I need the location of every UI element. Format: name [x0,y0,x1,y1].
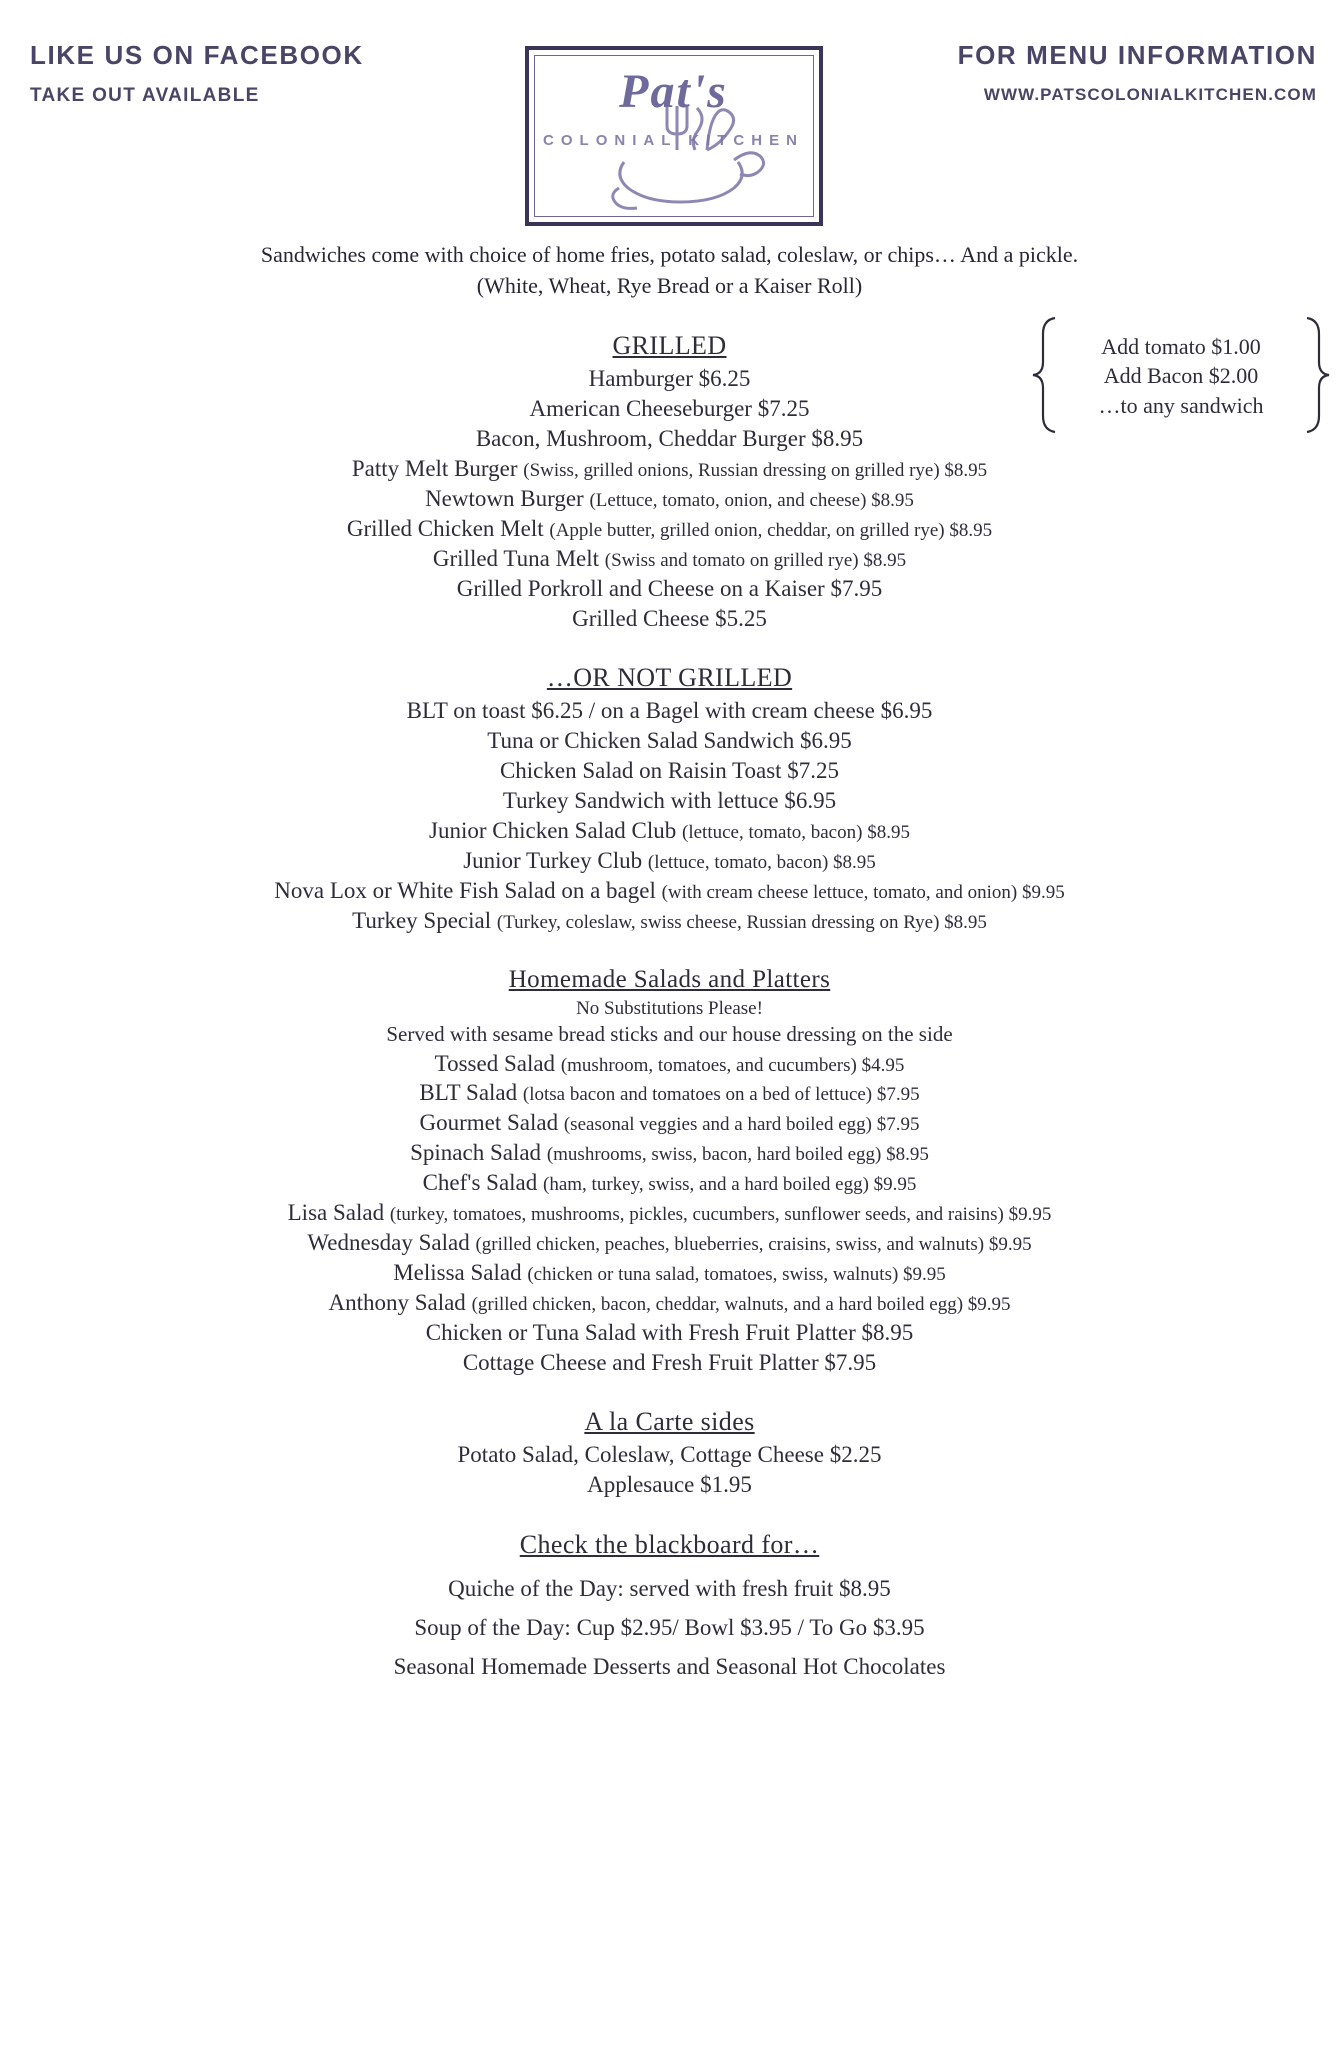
menu-item [40,1049,1299,1079]
logo-subtitle: COLONIAL KITCHEN [543,132,804,149]
section-salads [40,966,1299,1378]
menu-item [40,1078,1299,1108]
section-title-grilled: GRILLED [612,331,727,361]
menu-body [0,239,1339,1680]
section-a-la-carte [40,1407,1299,1500]
menu-item [40,394,1299,424]
blackboard-item: Soup of the Day: Cup $2.95/ Bowl $3.95 / To Go $3.95 [414,1615,925,1641]
menu-item [40,604,1299,634]
menu-item [40,1258,1299,1288]
facebook-callout: LIKE US ON FACEBOOK [30,40,364,70]
item-desc: (mushrooms, swiss, bacon, hard boiled egg) $8.95 [546,1144,929,1166]
item-name: Newtown Burger [425,486,590,512]
salads-note-1: No Substitutions Please! [576,997,763,1019]
menu-item [40,1470,1299,1500]
section-title-a-la-carte: A la Carte sides [584,1407,755,1437]
menu-item [40,1108,1299,1138]
addon-line-3: …to any sandwich [1098,392,1264,418]
item-name: Lisa Salad [287,1200,390,1226]
menu-info-callout: FOR MENU INFORMATION [957,40,1317,70]
item-name: Cottage Cheese and Fresh Fruit Platter $7.95 [462,1349,877,1375]
item-desc: (with cream cheese lettuce, tomato, and onion) $9.95 [661,881,1065,903]
item-name: Patty Melt Burger [351,456,524,482]
intro-line-2: (White, Wheat, Rye Bread or a Kaiser Roll) [476,273,863,299]
menu-item [40,424,1299,454]
menu-item [40,1138,1299,1168]
salads-note-2: Served with sesame bread sticks and our house dressing on the side [386,1022,953,1047]
menu-item [40,1348,1299,1378]
item-name: Applesauce $1.95 [587,1472,752,1498]
item-name: Anthony Salad [328,1289,472,1315]
blackboard-item: Quiche of the Day: served with fresh fruit $8.95 [448,1576,891,1602]
section-not-grilled [40,663,1299,935]
item-name: Turkey Sandwich with lettuce $6.95 [502,788,837,814]
menu-item [40,514,1299,544]
item-desc: (lettuce, tomato, bacon) $8.95 [647,851,876,873]
menu-item [40,364,1299,394]
menu-item [40,756,1299,786]
menu-item [40,1440,1299,1470]
item-name: Spinach Salad [410,1140,547,1166]
addon-line-2: Add Bacon $2.00 [1103,363,1259,389]
blackboard-item: Seasonal Homemade Desserts and Seasonal Hot Chocolates [393,1654,946,1680]
item-name: Chef's Salad [422,1170,543,1196]
page-header [0,0,1339,225]
item-name: American Cheeseburger $7.25 [529,396,810,422]
menu-item [40,1228,1299,1258]
item-name: BLT on toast $6.25 / on a Bagel with cream cheese $6.95 [406,698,933,724]
menu-item [40,1318,1299,1348]
item-desc: (seasonal veggies and a hard boiled egg) $7.95 [563,1114,920,1136]
item-name: Gourmet Salad [419,1110,564,1136]
item-desc: (Swiss and tomato on grilled rye) $8.95 [604,549,907,571]
intro-line-1: Sandwiches come with choice of home fries, potato salad, coleslaw, or chips… And a pickle. [260,242,1079,267]
item-name: Tossed Salad [434,1050,561,1076]
menu-item [40,846,1299,876]
item-name: Grilled Porkroll and Cheese on a Kaiser $7.95 [456,575,883,601]
item-name: Tuna or Chicken Salad Sandwich $6.95 [487,728,852,754]
item-name: Junior Turkey Club [463,847,648,873]
item-name: Potato Salad, Coleslaw, Cottage Cheese $2.25 [457,1442,882,1468]
item-desc: (grilled chicken, bacon, cheddar, walnuts, and a hard boiled egg) $9.95 [471,1293,1011,1315]
item-desc: (turkey, tomatoes, mushrooms, pickles, cucumbers, sunflower seeds, and raisins) $9.95 [389,1204,1052,1226]
menu-item [40,544,1299,574]
item-name: Melissa Salad [393,1259,528,1285]
item-name: Nova Lox or White Fish Salad on a bagel [274,877,662,903]
item-name: BLT Salad [419,1080,523,1106]
item-desc: (lotsa bacon and tomatoes on a bed of lettuce) $7.95 [522,1084,920,1106]
utensils-icon [529,90,829,210]
sandwich-intro [40,239,1299,301]
menu-item [40,786,1299,816]
menu-item [40,574,1299,604]
item-name: Grilled Tuna Melt [432,545,605,571]
addon-line-1: Add tomato $1.00 [1101,334,1261,360]
menu-item [40,876,1299,906]
menu-item [40,454,1299,484]
takeout-callout: TAKE OUT AVAILABLE [30,85,260,106]
website-url[interactable]: WWW.PATSCOLONIALKITCHEN.COM [983,85,1317,104]
menu-item [40,816,1299,846]
header-right [847,40,1317,105]
item-name: Hamburger $6.25 [588,366,751,392]
logo [525,46,823,226]
menu-item [40,696,1299,726]
logo-title: Pat's [619,65,728,118]
section-blackboard [40,1530,1299,1680]
menu-item [40,1168,1299,1198]
section-grilled [40,331,1299,633]
item-name: Chicken Salad on Raisin Toast $7.25 [499,758,840,784]
menu-item [40,484,1299,514]
item-name: Chicken or Tuna Salad with Fresh Fruit Platter $8.95 [425,1319,914,1345]
section-title-salads: Homemade Salads and Platters [508,965,831,993]
item-name: Wednesday Salad [307,1229,476,1255]
item-desc: (mushroom, tomatoes, and cucumbers) $4.95 [560,1054,905,1076]
item-name: Grilled Chicken Melt [346,515,550,541]
item-desc: (Turkey, coleslaw, swiss cheese, Russian dressing on Rye) $8.95 [496,911,987,933]
menu-item [40,1198,1299,1228]
item-name: Turkey Special [352,907,497,933]
section-title-not-grilled: …OR NOT GRILLED [546,663,793,693]
item-desc: (lettuce, tomato, bacon) $8.95 [682,822,910,844]
brace-right-icon [1305,316,1331,434]
header-left [30,40,500,107]
item-desc: (Apple butter, grilled onion, cheddar, on grilled rye) $8.95 [549,519,993,541]
section-title-blackboard: Check the blackboard for… [519,1530,820,1560]
item-desc: (Lettuce, tomato, onion, and cheese) $8.95 [589,490,914,512]
menu-item [40,906,1299,936]
item-desc: (chicken or tuna salad, tomatoes, swiss, walnuts) $9.95 [527,1263,946,1285]
item-desc: (ham, turkey, swiss, and a hard boiled egg) $9.95 [543,1174,917,1196]
item-name: Bacon, Mushroom, Cheddar Burger $8.95 [475,426,864,452]
menu-item [40,726,1299,756]
item-desc: (Swiss, grilled onions, Russian dressing on grilled rye) $8.95 [523,460,988,482]
item-desc: (grilled chicken, peaches, blueberries, craisins, swiss, and walnuts) $9.95 [475,1233,1032,1255]
item-name: Grilled Cheese $5.25 [572,605,767,631]
item-name: Junior Chicken Salad Club [429,818,683,844]
menu-item [40,1288,1299,1318]
